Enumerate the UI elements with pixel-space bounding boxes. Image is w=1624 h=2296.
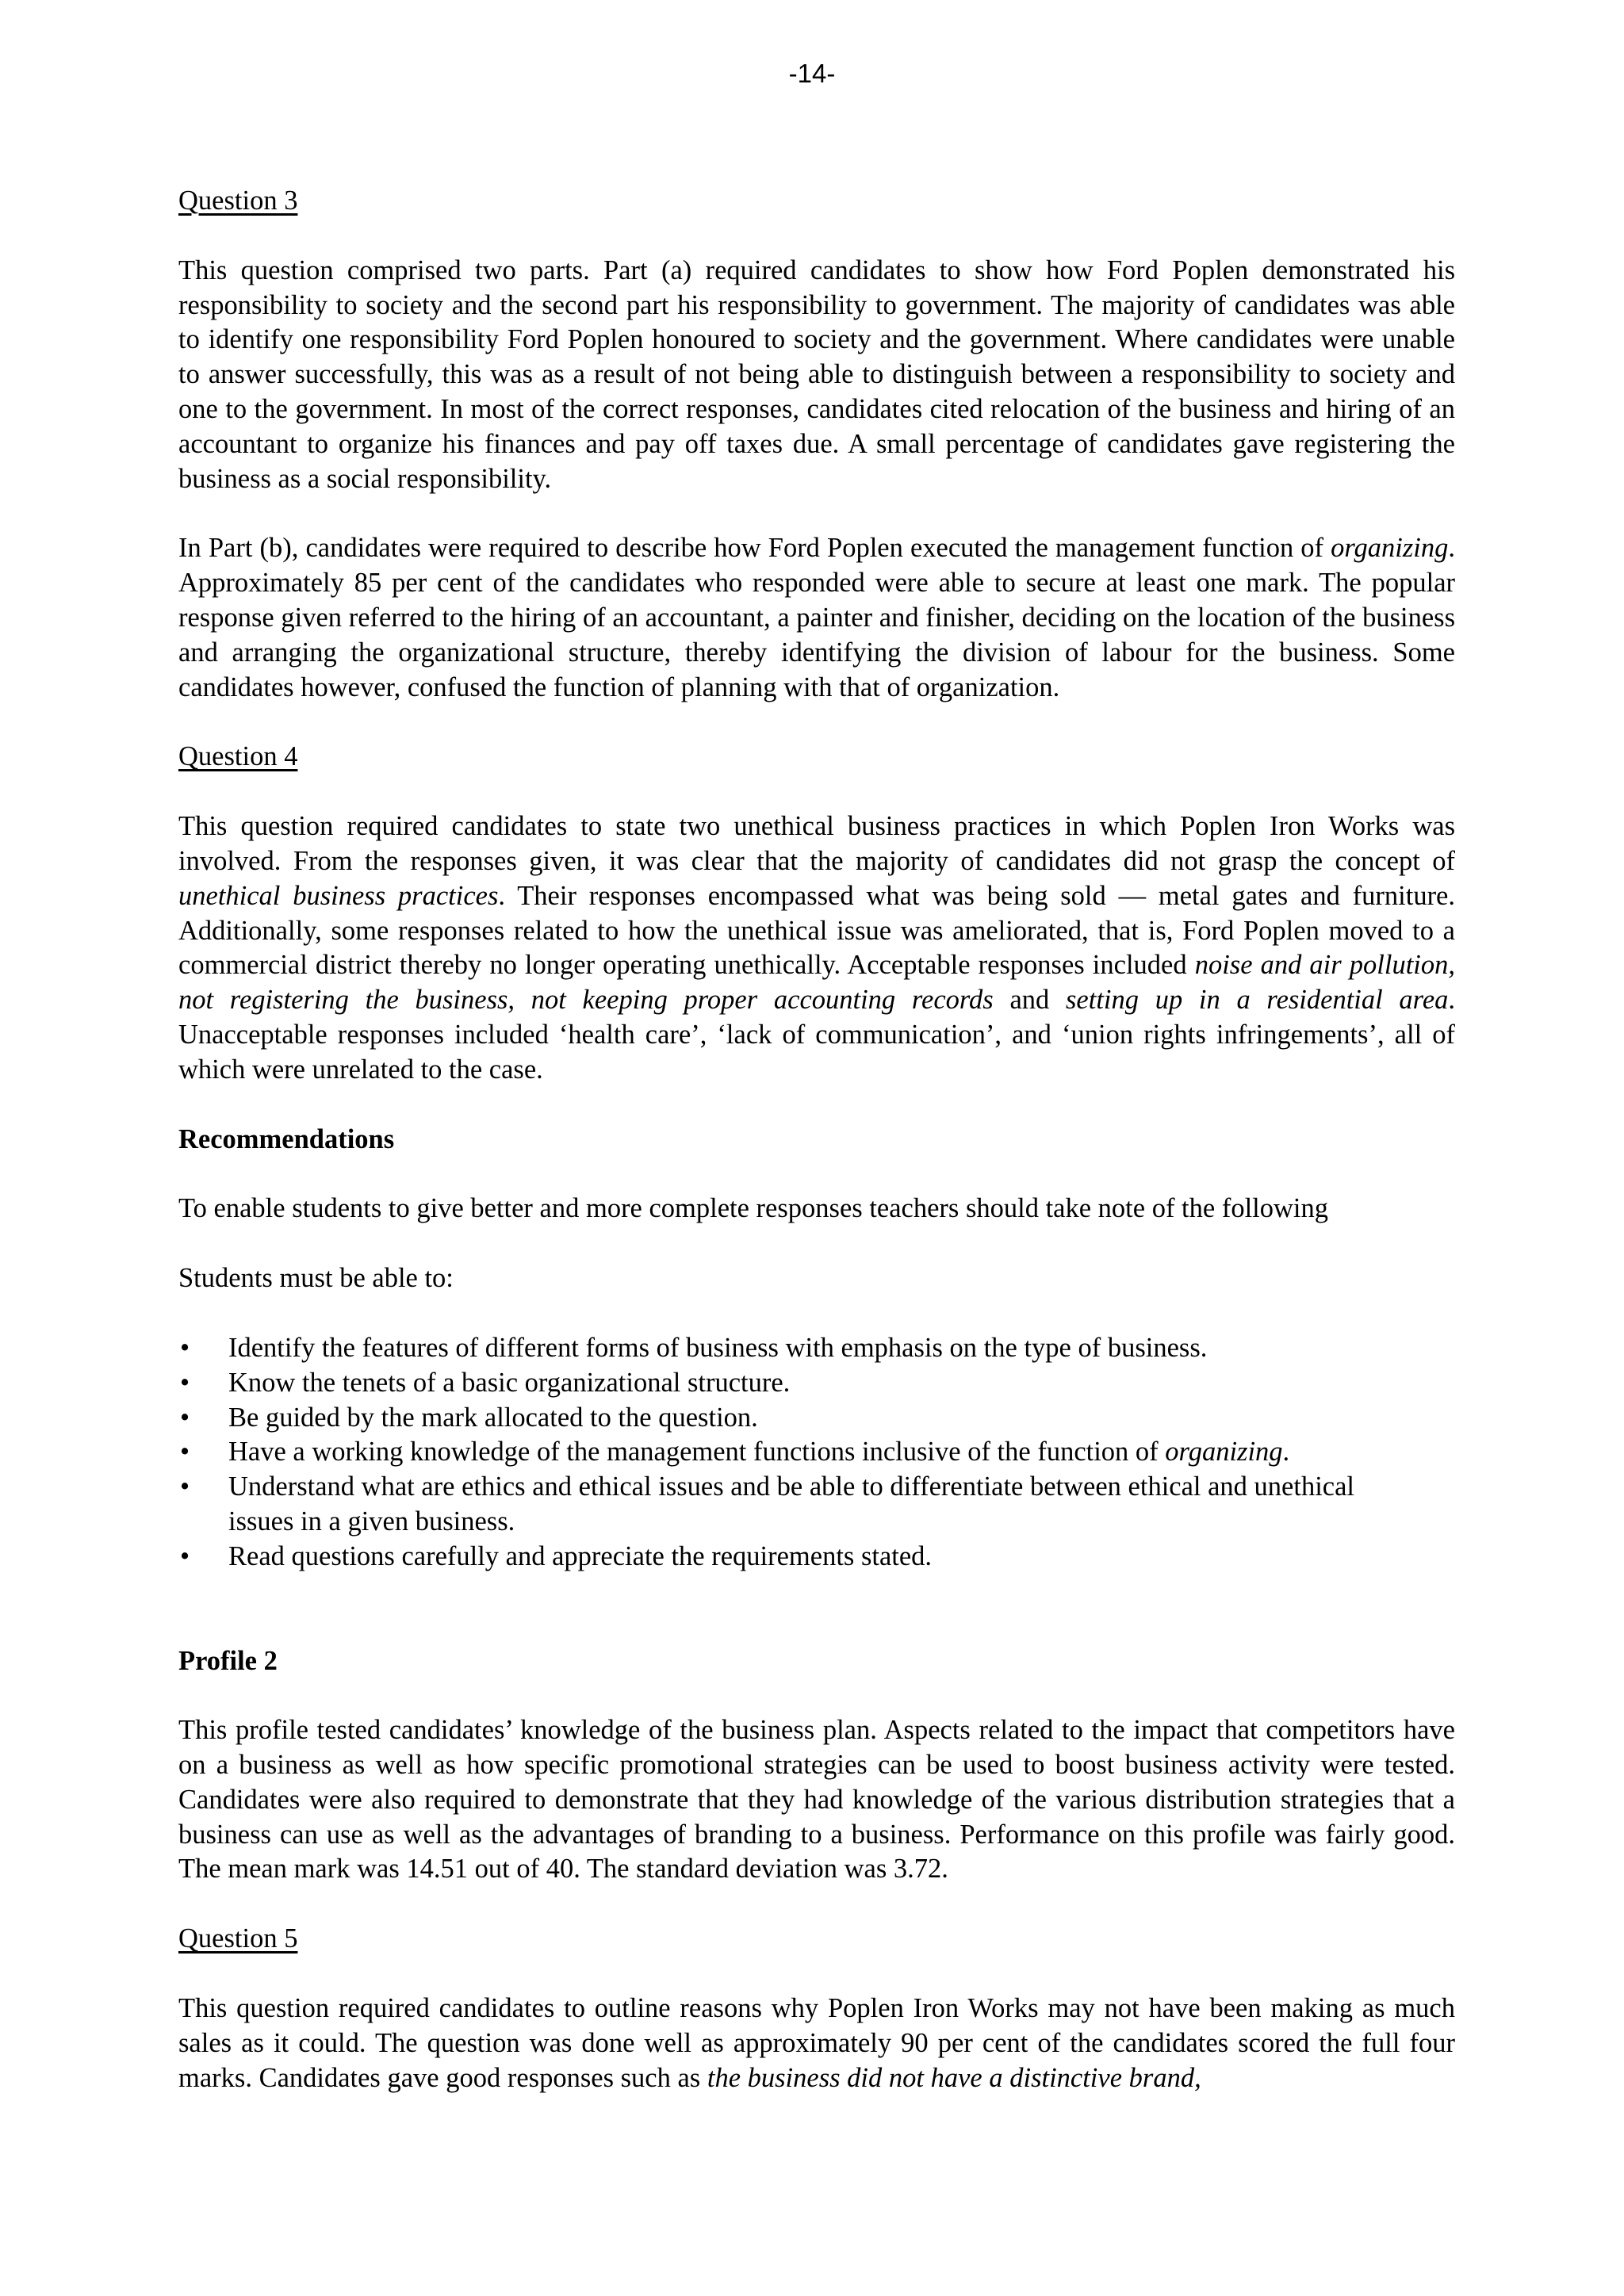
bullet-icon: • — [180, 1332, 190, 1363]
question-3-paragraph-2: In Part (b), candidates were required to describe how Ford Poplen executed the management function of organizing. Approximately 85 per cent of the candidates who responded were able to secure at least one mark. The popular response given referred to the hiring of an accountant, a painter and finisher, deciding on the location of the business and arranging the organizational structure, thereby identifying the division of labour for the business. Some candidates however, confused the function of planning with that of organization. — [178, 533, 1455, 702]
question-4-heading: Question 4 — [178, 741, 298, 772]
recommendations-intro: To enable students to give better and more complete responses teachers should take note of the following — [178, 1193, 1328, 1224]
page-content — [178, 184, 1455, 2095]
list-item: • Understand what are ethics and ethical issues and be able to differentiate between ethical and unethical issues in a given business. — [180, 1471, 1354, 1536]
page-number: -14- — [788, 59, 836, 88]
bullet-icon: • — [180, 1367, 190, 1398]
list-item: • Have a working knowledge of the management functions inclusive of the function of organizing. — [178, 1435, 1455, 1470]
list-item: • Be guided by the mark allocated to the question. — [178, 1401, 1455, 1436]
bullet-icon: • — [180, 1540, 190, 1571]
bullet-icon: • — [180, 1471, 190, 1502]
question-3-heading: Question 3 — [178, 186, 298, 216]
question-5-heading: Question 5 — [178, 1923, 298, 1954]
question-5-paragraph: This question required candidates to outline reasons why Poplen Iron Works may not have been making as much sales as it could. The question was done well as approximately 90 per cent of the candidates scored the full four marks. Candidates gave good responses such as the business did not have a distinctive brand, — [178, 1993, 1455, 2093]
bullet-icon: • — [180, 1402, 190, 1433]
question-3-paragraph-1: This question comprised two parts. Part (a) required candidates to show how Ford Poplen demonstrated his responsibility to society and the second part his responsibility to government. The majority of candidates was able to identify one responsibility Ford Poplen honoured to society and the government. Where candidates were unable to answer successfully, this was as a result of not being able to distinguish between a responsibility to society and one to the government. In most of the correct responses, candidates cited relocation of the business and hiring of an accountant to organize his finances and pay off taxes due. A small percentage of candidates gave registering the business as a social responsibility. — [178, 254, 1455, 494]
list-item: • Read questions carefully and appreciate the requirements stated. — [178, 1540, 1455, 1575]
recommendations-heading: Recommendations — [178, 1123, 395, 1154]
recommendations-list — [178, 1331, 1455, 1575]
question-4-paragraph: This question required candidates to state two unethical business practices in which Poplen Iron Works was involved. From the responses given, it was clear that the majority of candidates did not grasp the concept of unethical business practices. Their responses encompassed what was being sold — metal gates and furniture. Additionally, some responses related to how the unethical issue was ameliorated, that is, Ford Poplen moved to a commercial district thereby no longer operating unethically. Acceptable responses included noise and air pollution, not registering the business, not keeping proper accounting records and setting up in a residential area. Unacceptable responses included ‘health care’, ‘lack of communication’, and ‘union rights infringements’, all of which were unrelated to the case. — [178, 811, 1456, 1085]
bullet-icon: • — [180, 1437, 190, 1468]
recommendations-lead: Students must be able to: — [178, 1263, 454, 1294]
profile-2-heading: Profile 2 — [178, 1645, 278, 1676]
list-item: • Identify the features of different forms of business with emphasis on the type of business. — [178, 1331, 1455, 1366]
list-item: • Know the tenets of a basic organizational structure. — [178, 1366, 1455, 1401]
profile-2-paragraph: This profile tested candidates’ knowledge of the business plan. Aspects related to the impact that competitors have on a business as well as how specific promotional strategies can be used to boost business activity were tested. Candidates were also required to demonstrate that they had knowledge of the various distribution strategies that a business can use as well as the advantages of branding to a business. Performance on this profile was fairly good. The mean mark was 14.51 out of 40. The standard deviation was 3.72. — [178, 1715, 1455, 1885]
